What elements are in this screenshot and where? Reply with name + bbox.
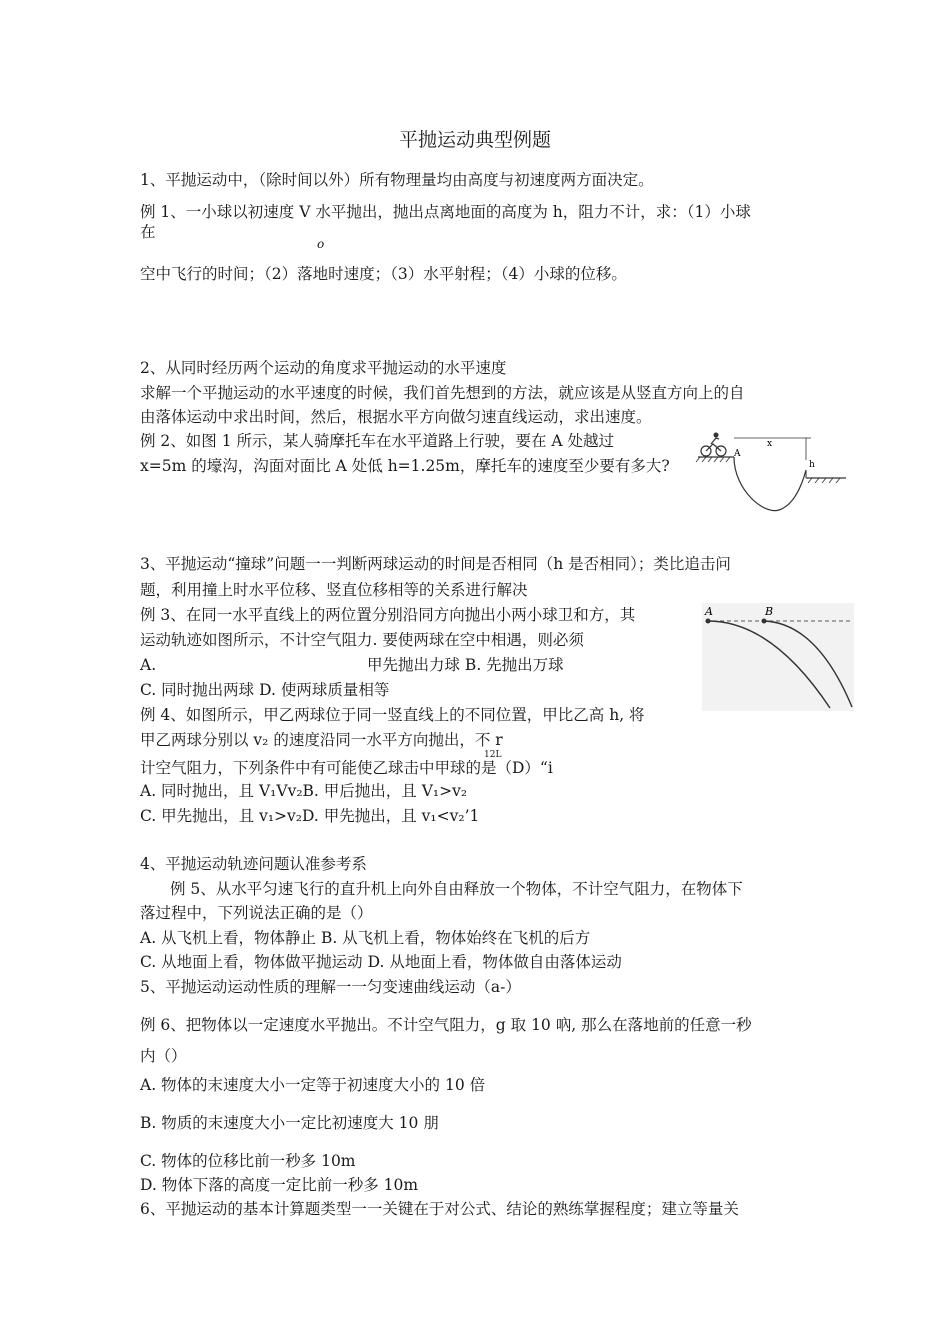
text-line: x=5m 的壕沟，沟面对面比 A 处低 h=1.25m，摩托车的速度至少要有多大?	[140, 457, 670, 475]
trajectory-figure	[702, 603, 854, 711]
text-line: 1、平抛运动中，（除时间以外）所有物理量均由高度与初速度两方面决定。	[140, 171, 654, 189]
text-line: 内（）	[140, 1047, 187, 1065]
x-label: x	[767, 439, 773, 449]
text-line: 例 3、在同一水平直线上的两位置分别沿同方向抛出小两小球卫和方，其	[140, 606, 636, 624]
text-line: 求解一个平抛运动的水平速度的时候，我们首先想到的方法，就应该是从竖直方向上的自	[140, 384, 745, 402]
text-line: 在	[140, 223, 156, 241]
section-heading: 3、平抛运动“撞球”问题一一判断两球运动的时间是否相同（h 是否相同）；类比追击问	[140, 555, 731, 573]
section-heading: 2、从同时经历两个运动的角度求平抛运动的水平速度	[140, 359, 507, 377]
option-a-label: A.	[140, 656, 157, 674]
h-label: h	[809, 460, 815, 470]
option-line: C. 从地面上看，物体做平抛运动 D. 从地面上看，物体做自由落体运动	[140, 953, 622, 971]
text-line: 例 4、如图所示，甲乙两球位于同一竖直线上的不同位置，甲比乙高 h, 将	[140, 706, 645, 724]
text-line: 题，利用撞上时水平位移、竖直位移相等的关系进行解决	[140, 581, 528, 599]
point-a-label: A	[734, 449, 741, 459]
text-line: 甲乙两球分别以 v₂ 的速度沿同一水平方向抛出，不 r	[140, 731, 503, 749]
margin-mark: o	[317, 237, 325, 251]
text-line: 例 6、把物体以一定速度水平抛出。不计空气阻力，g 取 10 吶, 那么在落地前的任意一秒	[140, 1016, 752, 1034]
option-line: D. 物体下落的高度一定比前一秒多 10m	[140, 1176, 419, 1194]
point-a-label: A	[705, 605, 713, 618]
option-line: C. 同时抛出两球 D. 使两球质量相等	[140, 681, 390, 699]
text-line: 运动轨迹如图所示，不计空气阻力. 要使两球在空中相遇，则必须	[140, 631, 584, 649]
section-heading: 5、平抛运动运动性质的理解一一匀变速曲线运动（a-）	[140, 978, 521, 996]
option-line: B. 物质的末速度大小一定比初速度大 10 朋	[140, 1114, 439, 1132]
text-line: 例 5、从水平匀速飞行的直升机上向外自由释放一个物体，不计空气阻力，在物体下	[170, 880, 743, 898]
motorcycle-icon	[701, 433, 726, 457]
point-b-label: B	[765, 605, 774, 618]
page-title: 平抛运动典型例题	[398, 129, 551, 151]
text-line: 由落体运动中求出时间，然后，根据水平方向做匀速直线运动，求出速度。	[140, 408, 652, 426]
section-heading: 6、平抛运动的基本计算题类型一一关键在于对公式、结论的熟练掌握程度；建立等量关	[140, 1200, 739, 1218]
option-line: C. 物体的位移比前一秒多 10m	[140, 1152, 356, 1170]
text-line: 落过程中，下列说法正确的是（）	[140, 904, 373, 922]
section-heading: 4、平抛运动轨迹问题认准参考系	[140, 855, 367, 873]
ditch-figure	[694, 430, 854, 515]
option-line: A. 从飞机上看，物体静止 B. 从飞机上看，物体始终在飞机的后方	[140, 929, 591, 947]
option-line: 甲先抛出力球 B. 先抛出万球	[367, 656, 564, 674]
option-line: A. 同时抛出，且 V₁Vv₂B. 甲后抛出，且 V₁>v₂	[140, 782, 468, 800]
text-line: 例 2、如图 1 所示，某人骑摩托车在水平道路上行驶，要在 A 处越过	[140, 432, 615, 450]
text-line: 例 1、一小球以初速度 V 水平抛出，抛出点离地面的高度为 h，阻力不计，求：（1）小球	[140, 203, 751, 221]
text-line: 空中飞行的时间；（2）落地时速度；（3）水平射程；（4）小球的位移。	[140, 265, 627, 283]
margin-mark: 12L	[484, 750, 502, 760]
option-line: A. 物体的末速度大小一定等于初速度大小的 10 倍	[140, 1076, 486, 1094]
option-line: C. 甲先抛出，且 v₁>v₂D. 甲先抛出，且 v₁<v₂’1	[140, 807, 480, 825]
text-line: 计空气阻力，下列条件中有可能使乙球击中甲球的是（D）“i	[140, 759, 553, 777]
